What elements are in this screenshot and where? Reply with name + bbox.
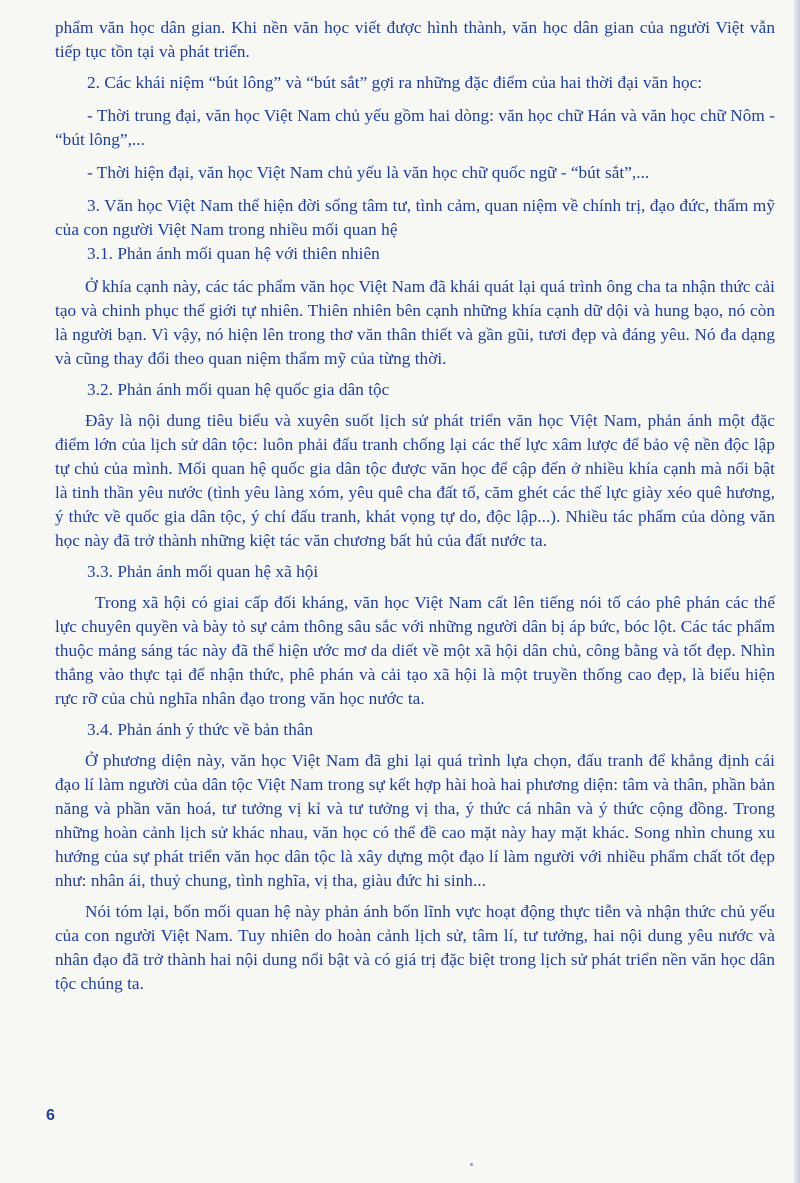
section-3-2-heading: 3.2. Phản ánh mối quan hệ quốc gia dân tộc bbox=[87, 380, 390, 399]
section-3-1-heading: 3.1. Phản ánh mối quan hệ với thiên nhiên bbox=[87, 244, 380, 263]
medieval-era-item: - Thời trung đại, văn học Việt Nam chủ yếu gồm hai dòng: văn học chữ Hán và văn học chữ Nôm - “bút lông”,... bbox=[55, 106, 775, 149]
modern-era-item: - Thời hiện đại, văn học Việt Nam chủ yếu là văn học chữ quốc ngữ - “bút sắt”,... bbox=[87, 163, 650, 182]
paragraph-intro-continued: phẩm văn học dân gian. Khi nền văn học viết được hình thành, văn học dân gian của người Việt vẫn tiếp tục tồn tại và phát triển. bbox=[55, 18, 775, 61]
section-3-4-body: Ở phương diện này, văn học Việt Nam đã ghi lại quá trình lựa chọn, đấu tranh để khẳng định cái đạo lí làm người của dân tộc Việt Nam trong sự kết hợp hài hoà hai phương diện: tâm và thân, phần bản năng và phần văn hoá, tư tưởng vị kỉ và tư tưởng vị tha, ý thức cá nhân và ý thức cộng đồng. Trong những hoàn cảnh lịch sử khác nhau, văn học có thể đề cao mặt này hay mặt khác. Song nhìn chung xu hướng của sự phát triển văn học dân tộc là xây dựng một đạo lí làm người với nhiều phẩm chất tốt đẹp như: nhân ái, thuỷ chung, tình nghĩa, vị tha, giàu đức hi sinh... bbox=[55, 751, 775, 890]
section-3-4-heading: 3.4. Phản ánh ý thức về bản thân bbox=[87, 720, 314, 739]
point-3-heading: 3. Văn học Việt Nam thể hiện đời sống tâm tư, tình cảm, quan niệm về chính trị, đạo đức, thẩm mỹ của con người Việt Nam trong nhiều mối quan hệ bbox=[55, 196, 775, 239]
page-body bbox=[55, 16, 775, 996]
section-3-1-body: Ở khía cạnh này, các tác phẩm văn học Việt Nam đã khái quát lại quá trình ông cha ta nhận thức cải tạo và chinh phục thế giới tự nhiên. Thiên nhiên bên cạnh những khía cạnh dữ dội và hung bạo, nó còn là người bạn. Vì vậy, nó hiện lên trong thơ văn thân thiết và gần gũi, tươi đẹp và đáng yêu. Nó đa dạng và cũng thay đổi theo quan niệm thẩm mỹ của từng thời. bbox=[55, 277, 775, 368]
page-edge-shadow bbox=[794, 0, 800, 1183]
scan-speck bbox=[470, 1163, 473, 1166]
point-2-heading: 2. Các khái niệm “bút lông” và “bút sắt” gợi ra những đặc điểm của hai thời đại văn học: bbox=[87, 73, 703, 92]
section-3-3-heading: 3.3. Phản ánh mối quan hệ xã hội bbox=[87, 562, 319, 581]
section-3-3-body: Trong xã hội có giai cấp đối kháng, văn học Việt Nam cất lên tiếng nói tố cáo phê phán các thế lực chuyên quyền và bày tỏ sự cảm thông sâu sắc với những người dân bị áp bức, bóc lột. Các tác phẩm thuộc mảng sáng tác này đã thể hiện ước mơ da diết về một xã hội dân chủ, công bằng và tốt đẹp. Nhìn thẳng vào thực tại để nhận thức, phê phán và cải tạo xã hội là một truyền thống cao đẹp, là biểu hiện rực rỡ của chủ nghĩa nhân đạo trong văn học nước ta. bbox=[55, 593, 775, 708]
page-number: 6 bbox=[46, 1107, 55, 1124]
conclusion-paragraph: Nói tóm lại, bốn mối quan hệ này phản ánh bốn lĩnh vực hoạt động thực tiễn và nhận thức chủ yếu của con người Việt Nam. Tuy nhiên do hoàn cảnh lịch sử, tâm lí, tư tưởng, hai nội dung yêu nước và nhân đạo đã trở thành hai nội dung nổi bật và có giá trị đặc biệt trong lịch sử phát triển nền văn học dân tộc chúng ta. bbox=[55, 902, 775, 993]
section-3-2-body: Đây là nội dung tiêu biểu và xuyên suốt lịch sử phát triển văn học Việt Nam, phản ánh một đặc điểm lớn của lịch sử dân tộc: luôn phải đấu tranh chống lại các thế lực xâm lược để bảo vệ nền độc lập tự chủ của mình. Mối quan hệ quốc gia dân tộc được văn học để cập đến ở nhiều khía cạnh mà nổi bật là tinh thần yêu nước (tình yêu làng xóm, yêu quê cha đất tổ, căm ghét các thế lực giày xéo quê hương, ý thức về quốc gia dân tộc, ý chí đấu tranh, khát vọng tự do, độc lập...). Nhiều tác phẩm của dòng văn học này đã trở thành những kiệt tác văn chương bất hủ của đất nước ta. bbox=[55, 411, 775, 550]
